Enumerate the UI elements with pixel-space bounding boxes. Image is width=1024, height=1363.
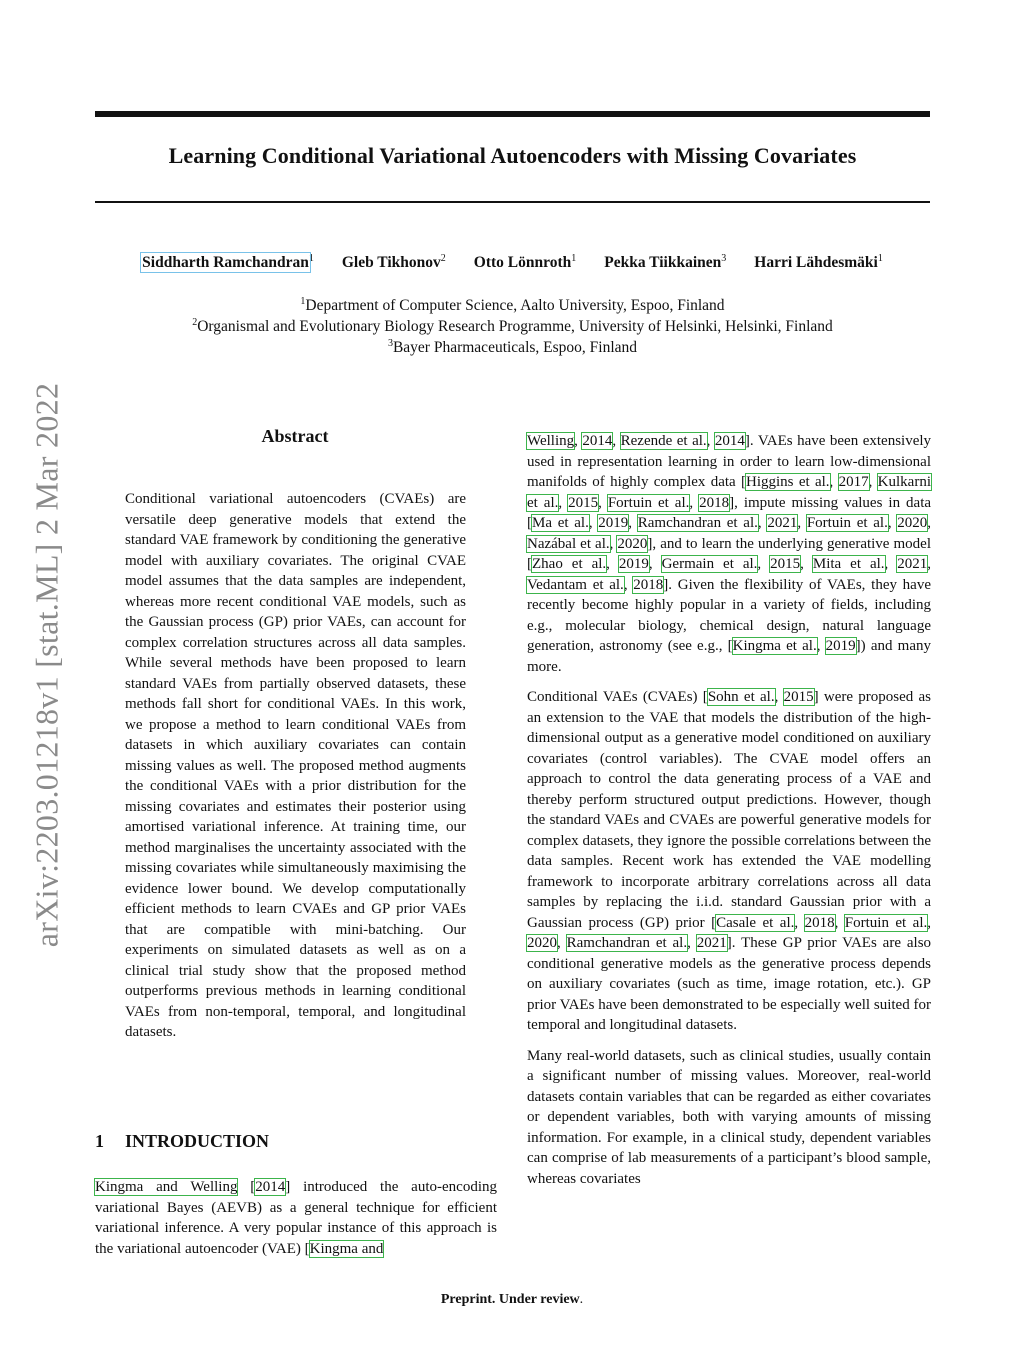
text: ] were proposed as an extension to the VAE that models the distribution of the high-dimensional output as a generative model conditioned on auxiliary covariates (control variables). The CVAE model offers an approach to control the data generating process of a VAE and thereby perform structured output predictions. However, though the standard VAEs and CVAEs are powerful generative models for complex datasets, they ignore the possible correlations between the data samples. Recent work has extended the VAE modelling framework to incorporate arbitrary correlations across all data samples by replacing the i.i.d. standard Gaussian prior with a Gaussian process (GP) prior [ <box>527 689 932 931</box>
top-rule <box>95 111 930 117</box>
author <box>474 254 576 272</box>
text: , <box>574 433 583 449</box>
text: , <box>687 935 697 951</box>
affil-marker: 3 <box>721 252 727 264</box>
text: , <box>927 556 931 572</box>
text: , <box>757 556 771 572</box>
text: , <box>884 556 898 572</box>
text: , <box>829 474 839 490</box>
affil-marker: 1 <box>877 252 883 264</box>
text: , <box>628 515 638 531</box>
citation-link[interactable]: Germain et al. <box>661 556 758 572</box>
affil-text: Department of Computer Science, Aalto University, Espoo, Finland <box>305 297 725 314</box>
paper-title: Learning Conditional Variational Autoencoders with Missing Covariates <box>168 143 857 168</box>
citation-link[interactable]: Zhao et al. <box>532 556 607 572</box>
author <box>342 254 446 272</box>
author-list <box>95 254 930 272</box>
text: , <box>648 556 662 572</box>
text: , <box>606 556 619 572</box>
citation-link[interactable]: 2021 <box>767 515 798 531</box>
intro-paragraph-2 <box>527 687 931 1036</box>
citation-link[interactable]: Mita et al. <box>812 556 885 572</box>
citation-link[interactable]: Vedantam et al. <box>527 576 624 593</box>
citation-link[interactable]: Fortuin et al. <box>607 494 690 511</box>
text: , <box>706 433 715 449</box>
section-number: 1 <box>95 1131 104 1151</box>
text: ], and to learn the underlying generative model [ <box>527 535 931 572</box>
affil-text: Organismal and Evolutionary Biology Research Programme, University of Helsinki, Helsinki, Finland <box>197 318 833 335</box>
text: , <box>816 638 826 654</box>
citation-link[interactable]: Nazábal et al. <box>527 535 610 552</box>
text: , <box>797 515 807 531</box>
affil-text: Bayer Pharmaceuticals, Espoo, Finland <box>392 339 638 356</box>
citation-link[interactable]: 2018 <box>633 576 664 593</box>
intro-paragraph-1 <box>527 431 931 677</box>
title-rule <box>95 201 930 203</box>
citation-link[interactable]: Kingma et al. <box>732 638 817 654</box>
citation-link[interactable]: Ramchandran et al. <box>566 935 688 951</box>
text: ]. Given the flexibility of VAEs, they have recently become highly popular in a variety of fields, including e.g., molecular biology, chemical design, natural language generation, astronomy (see e.g., [ <box>527 576 932 654</box>
citation-link[interactable]: Welling <box>527 433 575 449</box>
citation-link[interactable]: Kingma and <box>309 1240 384 1257</box>
citation-link[interactable]: Casale et al. <box>716 914 795 931</box>
text: , <box>623 576 634 593</box>
text: , <box>588 515 599 531</box>
citation-link[interactable]: Fortuin et al. <box>806 515 888 531</box>
citation-link[interactable]: 2015 <box>783 689 814 705</box>
text: , <box>887 515 898 531</box>
author-name: Harri Lähdesmäki <box>754 254 878 271</box>
right-column <box>527 431 931 1199</box>
abstract-heading: Abstract <box>261 426 329 446</box>
citation-link[interactable]: 2021 <box>696 935 727 951</box>
text: , <box>609 535 618 552</box>
citation-link[interactable]: Sohn et al. <box>707 689 775 705</box>
affil-number: 1 <box>300 295 306 307</box>
citation-link[interactable]: Ramchandran et al. <box>637 515 758 531</box>
affil-marker: 1 <box>308 252 314 264</box>
affiliation <box>95 295 930 316</box>
author-name: Pekka Tiikkainen <box>604 254 722 271</box>
text: , <box>757 515 768 531</box>
affil-number: 2 <box>192 316 198 328</box>
affiliation <box>95 337 930 358</box>
citation-link[interactable]: Kulkarni et al. <box>527 474 931 511</box>
citation-link[interactable]: 2019 <box>618 556 649 572</box>
affil-marker: 1 <box>571 252 577 264</box>
author-link[interactable]: Siddharth Ramchandran <box>142 254 309 271</box>
author <box>604 254 726 272</box>
text: ]) and many more. <box>527 638 931 675</box>
affiliations <box>95 295 930 358</box>
text: , <box>927 914 932 931</box>
intro-paragraph-left <box>95 1177 497 1259</box>
citation-link[interactable]: Fortuin et al. <box>844 914 928 931</box>
citation-link[interactable]: 2014 <box>714 433 745 449</box>
citation-link[interactable]: 2019 <box>825 638 856 654</box>
citation-link[interactable]: Higgins et al. <box>746 474 830 490</box>
citation-link[interactable]: 2019 <box>598 515 629 531</box>
text: , <box>800 556 813 572</box>
section-title: INTRODUCTION <box>125 1131 270 1151</box>
text: , <box>558 494 569 511</box>
citation-link[interactable]: 2017 <box>838 474 869 490</box>
author-name: Gleb Tikhonov <box>341 254 441 271</box>
text: , <box>834 914 845 931</box>
text: ]. VAEs have been extensively used in representation learning in order to learn low-dimensional manifolds of highly complex data [ <box>527 433 932 490</box>
citation-link[interactable]: Rezende et al. <box>620 433 707 449</box>
text: , <box>927 515 932 531</box>
citation-link[interactable]: 2020 <box>617 535 648 552</box>
author-name: Otto Lönnroth <box>473 254 572 271</box>
citation-link[interactable]: Kingma and Welling <box>95 1179 238 1195</box>
text: Conditional VAEs (CVAEs) [ <box>527 689 708 705</box>
citation-link[interactable]: 2020 <box>897 515 928 531</box>
text: , <box>868 474 878 490</box>
intro-paragraph-3: Many real-world datasets, such as clinical studies, usually contain a significant number of missing values. Moreover, real-world datasets contain variables that can be regarded as either covariates or dependent variables, both with varying amounts of missing information. For example, in a clinical study, dependent variables can comprise of lab measurements of a participant’s blood sample, whereas covariates <box>527 1047 931 1187</box>
footer-note <box>0 1292 1024 1308</box>
citation-link[interactable]: 2015 <box>568 494 599 511</box>
citation-link[interactable]: 2020 <box>527 935 557 951</box>
text: , <box>794 914 805 931</box>
text: ] introduced the auto-encoding variational Bayes (AEVB) as a general technique for efficient variational inference. A very popular instance of this approach is the variational autoencoder (VAE) [ <box>95 1179 497 1257</box>
text: , <box>689 494 700 511</box>
arxiv-id: arXiv:2203.01218v1 [stat.ML] 2 Mar 2022 <box>28 382 65 948</box>
author[interactable] <box>142 254 314 272</box>
citation-link[interactable]: 2014 <box>582 433 613 449</box>
affil-marker: 2 <box>440 252 446 264</box>
citation-link[interactable]: 2014 <box>255 1179 286 1195</box>
citation-link[interactable]: 2015 <box>770 556 801 572</box>
text: ], impute missing values in data [ <box>527 494 932 531</box>
affiliation <box>95 316 930 337</box>
text: ]. These GP prior VAEs are also conditional generative models as the generative process depends on auxiliary covariates (such as time, image rotation, etc.). GP prior VAEs have been demonstrated to be especially well suited for temporal and longitudinal datasets. <box>527 935 932 1033</box>
affil-number: 3 <box>387 337 393 349</box>
text: [ <box>237 1179 256 1195</box>
text: , <box>612 433 621 449</box>
citation-link[interactable]: 2018 <box>699 494 730 511</box>
abstract-text: Conditional variational autoencoders (CVAEs) are versatile deep generative models that extend the standard VAE framework by conditioning the generative model with auxiliary covariates. The original CVAE model assumes that the data samples are independent, whereas more recent conditional VAE models, such as the Gaussian process (GP) prior VAEs, can account for complex correlation structures across all data samples. While several methods have been proposed to learn standard VAEs from partially observed datasets, these methods fall short for conditional VAEs. In this work, we propose a method to learn conditional VAEs from datasets in which auxiliary covariates can contain missing values as well. The proposed method augments the conditional VAEs with a prior distribution for the missing covariates and estimates their posterior using amortised variational inference. At training time, our method marginalises the uncertainty associated with the missing covariates while simultaneously maximising the evidence lower bound. We develop computationally efficient methods to learn CVAEs and GP prior VAEs that are compatible with mini-batching. Our experiments on simulated datasets as well as on a clinical trial study show that the proposed method outperforms previous methods in learning conditional VAEs from non-temporal, temporal, and longitudinal datasets. <box>125 491 466 1040</box>
citation-link[interactable]: Ma et al. <box>532 515 589 531</box>
author <box>754 254 883 272</box>
text: , <box>774 689 784 705</box>
section-heading <box>95 1131 495 1152</box>
citation-link[interactable]: 2021 <box>897 556 928 572</box>
text: , <box>557 935 567 951</box>
text: , <box>598 494 608 511</box>
footer-text: Preprint. Under review <box>440 1292 580 1307</box>
footer-period: . <box>579 1292 584 1307</box>
citation-link[interactable]: 2018 <box>804 914 835 931</box>
